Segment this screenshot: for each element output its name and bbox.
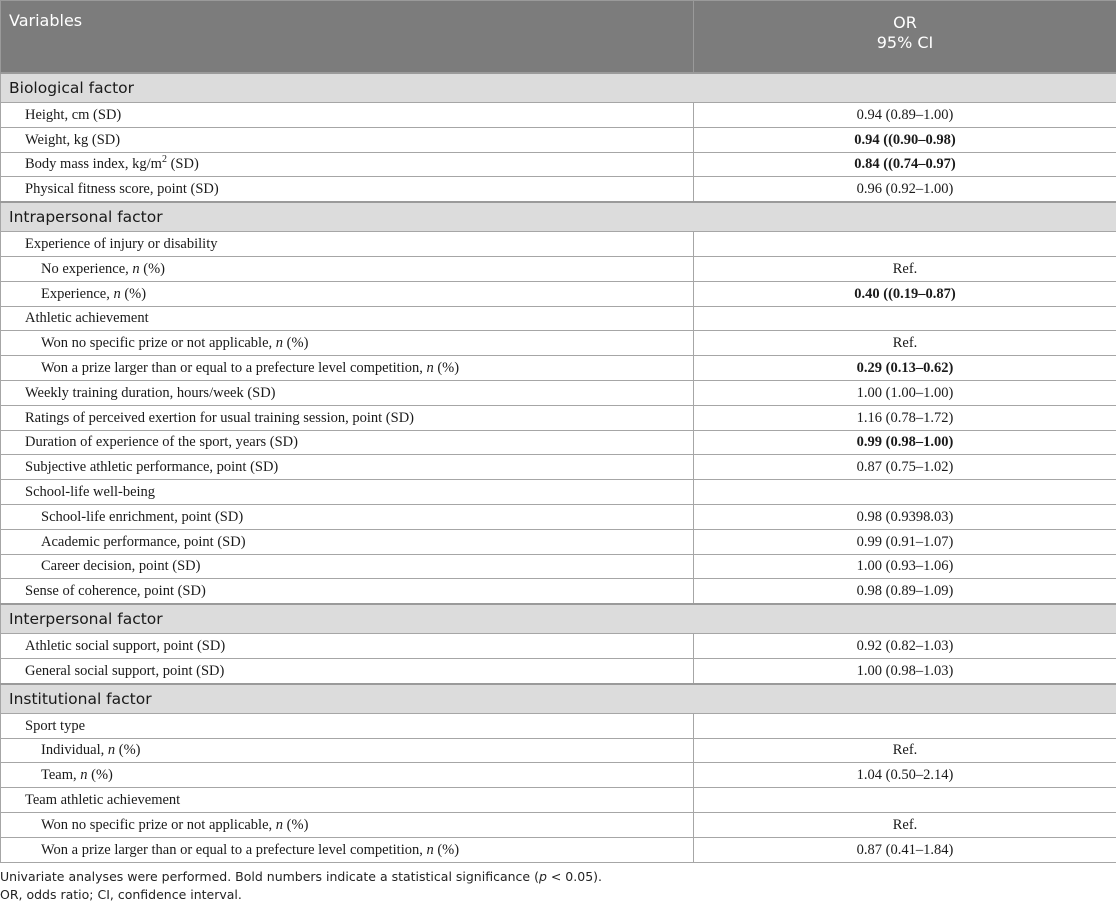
variable-label: Career decision, point (SD) (41, 558, 201, 575)
or-value-cell: 0.29 (0.13–0.62) (694, 356, 1116, 381)
variable-cell (1, 713, 694, 738)
variable-italic: n (132, 260, 140, 277)
variable-cell (1, 480, 694, 505)
variable-label: Won no specific prize or not applicable, (41, 335, 276, 352)
header-or-ci (694, 1, 1116, 74)
variable-label: School-life well-being (25, 484, 156, 501)
variable-cell (1, 788, 694, 813)
or-value-cell: Ref. (694, 812, 1116, 837)
variable-cell (1, 455, 694, 480)
table-row (1, 256, 1116, 281)
variable-label-suffix: (%) (433, 841, 460, 858)
variable-label: No experience, (41, 260, 133, 277)
variable-label: Athletic achievement (25, 310, 149, 327)
variable-italic: n (426, 360, 434, 377)
table-row (1, 331, 1116, 356)
or-value-cell: 1.00 (0.93–1.06) (694, 554, 1116, 579)
or-value-cell: Ref. (694, 256, 1116, 281)
footnote-significance: Univariate analyses were performed. Bold numbers indicate a statistical significance (p < 0.05). (0, 869, 602, 884)
or-value-cell: 0.98 (0.89–1.09) (694, 579, 1116, 604)
or-value-cell: 0.40 ((0.19–0.87) (694, 281, 1116, 306)
table-row (1, 812, 1116, 837)
table-body (1, 1, 1116, 863)
section-title: Institutional factor (1, 684, 1116, 714)
variable-cell (1, 763, 694, 788)
table-row (1, 177, 1116, 202)
variable-label-suffix: (%) (433, 360, 460, 377)
variable-italic: n (426, 841, 434, 858)
variable-superscript: 2 (161, 154, 167, 166)
table-row (1, 738, 1116, 763)
or-value-cell (694, 788, 1116, 813)
variable-label-suffix: (%) (139, 260, 166, 277)
variable-cell (1, 837, 694, 862)
variable-cell (1, 103, 694, 128)
or-value-cell: 0.87 (0.41–1.84) (694, 837, 1116, 862)
variable-cell (1, 658, 694, 683)
table-row (1, 103, 1116, 128)
or-value-cell: 1.00 (0.98–1.03) (694, 658, 1116, 683)
or-value-cell: 0.84 ((0.74–0.97) (694, 152, 1116, 177)
variable-cell (1, 306, 694, 331)
or-value-cell (694, 713, 1116, 738)
table-footnotes (0, 868, 1116, 904)
variable-cell (1, 256, 694, 281)
variable-cell (1, 405, 694, 430)
or-value-cell: 0.92 (0.82–1.03) (694, 634, 1116, 659)
table-row (1, 763, 1116, 788)
variable-label: Weekly training duration, hours/week (SD) (25, 384, 276, 401)
variable-label: Won a prize larger than or equal to a prefecture level competition, (41, 841, 427, 858)
table-row (1, 480, 1116, 505)
table-row (1, 380, 1116, 405)
variable-label: Weight, kg (SD) (25, 131, 121, 148)
variable-italic: n (80, 767, 88, 784)
or-value-cell (694, 480, 1116, 505)
variable-cell (1, 232, 694, 257)
variable-label-suffix: (%) (283, 335, 309, 352)
variable-cell (1, 430, 694, 455)
variable-label: Body mass index, kg/m (25, 156, 162, 173)
or-value-cell: 0.94 (0.89–1.00) (694, 103, 1116, 128)
variable-cell (1, 380, 694, 405)
or-value-cell: Ref. (694, 738, 1116, 763)
variable-label: School-life enrichment, point (SD) (41, 508, 244, 525)
variable-label: Experience of injury or disability (25, 236, 218, 253)
variable-cell (1, 634, 694, 659)
variable-label: Won a prize larger than or equal to a prefecture level competition, (41, 360, 427, 377)
variable-label: General social support, point (SD) (25, 662, 225, 679)
table-row (1, 579, 1116, 604)
section-header-row (1, 202, 1116, 232)
or-value-cell: 0.87 (0.75–1.02) (694, 455, 1116, 480)
footnote-abbreviations: OR, odds ratio; CI, confidence interval. (0, 887, 242, 902)
variable-label: Duration of experience of the sport, years (SD) (25, 434, 298, 451)
table-row (1, 356, 1116, 381)
variable-cell (1, 331, 694, 356)
variable-label: Height, cm (SD) (25, 106, 122, 123)
variable-cell (1, 738, 694, 763)
variable-label-suffix: (%) (115, 742, 141, 759)
variable-cell (1, 529, 694, 554)
table-row (1, 405, 1116, 430)
variable-italic: n (275, 335, 284, 352)
or-value-cell (694, 306, 1116, 331)
or-value-cell: 0.96 (0.92–1.00) (694, 177, 1116, 202)
variable-cell (1, 812, 694, 837)
variable-label: Team athletic achievement (25, 792, 181, 809)
or-value-cell: 1.16 (0.78–1.72) (694, 405, 1116, 430)
or-value-cell: 1.04 (0.50–2.14) (694, 763, 1116, 788)
variable-cell (1, 356, 694, 381)
variable-cell (1, 281, 694, 306)
variable-italic: n (275, 816, 284, 833)
table-row (1, 152, 1116, 177)
table-row (1, 281, 1116, 306)
section-header-row (1, 604, 1116, 634)
variable-label-suffix: (%) (283, 816, 309, 833)
variable-cell (1, 152, 694, 177)
variable-cell (1, 177, 694, 202)
variable-label: Individual, (41, 742, 108, 759)
section-title: Biological factor (1, 73, 1116, 103)
or-value-cell: 1.00 (1.00–1.00) (694, 380, 1116, 405)
table-row (1, 455, 1116, 480)
table-row (1, 788, 1116, 813)
table-row (1, 658, 1116, 683)
variable-cell (1, 127, 694, 152)
table-row (1, 232, 1116, 257)
section-title: Interpersonal factor (1, 604, 1116, 634)
table-header-row (1, 1, 1116, 74)
variable-label: Experience, (41, 285, 114, 302)
table-row (1, 554, 1116, 579)
variable-label: Physical fitness score, point (SD) (25, 181, 219, 198)
variable-label: Won no specific prize or not applicable, (41, 816, 276, 833)
variable-label: Sport type (25, 717, 86, 734)
section-header-row (1, 684, 1116, 714)
or-value-cell: 0.94 ((0.90–0.98) (694, 127, 1116, 152)
table-row (1, 634, 1116, 659)
or-value-cell: 0.99 (0.91–1.07) (694, 529, 1116, 554)
table-row (1, 529, 1116, 554)
table-row (1, 430, 1116, 455)
variable-cell (1, 554, 694, 579)
variable-label: Subjective athletic performance, point (SD) (25, 459, 279, 476)
variable-label: Athletic social support, point (SD) (25, 638, 226, 655)
or-value-cell: 0.99 (0.98–1.00) (694, 430, 1116, 455)
header-ci: 95% CI (876, 33, 934, 52)
variable-label-suffix: (SD) (166, 156, 199, 173)
variable-label-suffix: (%) (120, 285, 147, 302)
header-variables: Variables (1, 1, 694, 74)
table-row (1, 837, 1116, 862)
variable-label-suffix: (%) (87, 767, 113, 784)
section-header-row (1, 73, 1116, 103)
variable-cell (1, 504, 694, 529)
table-row (1, 306, 1116, 331)
header-or: OR (893, 13, 917, 32)
variable-italic: n (107, 742, 116, 759)
variable-label: Sense of coherence, point (SD) (25, 583, 206, 600)
section-title: Intrapersonal factor (1, 202, 1116, 232)
variable-label: Academic performance, point (SD) (41, 533, 246, 550)
table-row (1, 127, 1116, 152)
or-value-cell: Ref. (694, 331, 1116, 356)
or-value-cell (694, 232, 1116, 257)
table-row (1, 504, 1116, 529)
variable-label: Ratings of perceived exertion for usual training session, point (SD) (25, 409, 415, 426)
table-row (1, 713, 1116, 738)
or-value-cell: 0.98 (0.9398.03) (694, 504, 1116, 529)
variable-label: Team, (41, 767, 81, 784)
variable-cell (1, 579, 694, 604)
variable-italic: n (113, 285, 121, 302)
